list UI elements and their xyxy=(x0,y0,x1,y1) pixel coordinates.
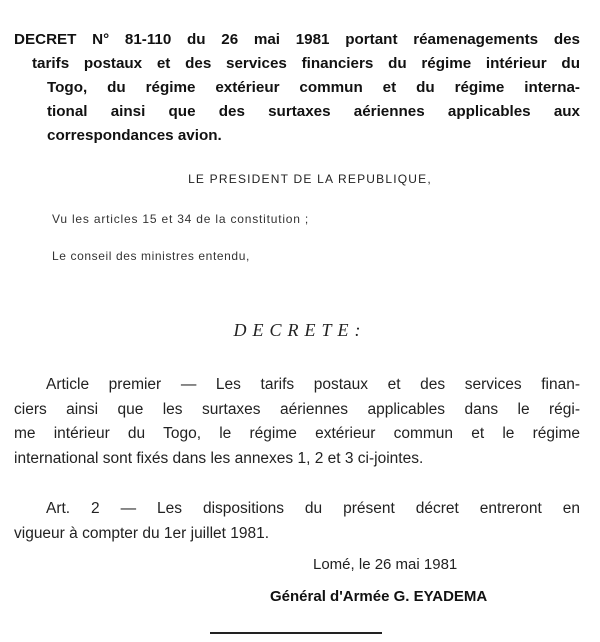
article-line: vigueur à compter du 1er juillet 1981. xyxy=(14,524,270,542)
signature: Général d'Armée G. EYADEMA xyxy=(270,588,488,605)
title-line: DECRET N° 81-110 du 26 mai 1981 portant réamenagements des xyxy=(14,31,580,48)
decree-title xyxy=(14,28,580,148)
title-line: tarifs postaux et des services financiers du régime intérieur du xyxy=(32,55,580,72)
place-date: Lomé, le 26 mai 1981 xyxy=(313,556,458,573)
article-line: Art. 2 — Les dispositions du présent décret entreront en xyxy=(46,500,580,517)
article-line: me intérieur du Togo, le régime extérieur commun et le régime xyxy=(14,425,580,442)
article-2 xyxy=(14,497,580,546)
authority-heading: LE PRESIDENT DE LA REPUBLIQUE, xyxy=(188,172,432,186)
consideration-council: Le conseil des ministres entendu, xyxy=(52,249,250,263)
title-line: Togo, du régime extérieur commun et du régime interna- xyxy=(47,79,580,96)
separator-rule xyxy=(210,632,382,634)
title-line: correspondances avion. xyxy=(47,127,222,144)
article-line: international sont fixés dans les annexes 1, 2 et 3 ci-jointes. xyxy=(14,449,424,467)
article-line: ciers ainsi que les surtaxes aériennes applicables dans le régi- xyxy=(14,400,580,418)
article-premier xyxy=(14,373,580,471)
decrete-heading: DECRETE: xyxy=(233,320,367,340)
title-line: tional ainsi que des surtaxes aériennes applicables aux xyxy=(47,103,580,120)
consideration-constitution: Vu les articles 15 et 34 de la constitution ; xyxy=(52,212,310,226)
article-line: Article premier — Les tarifs postaux et des services finan- xyxy=(46,376,580,393)
